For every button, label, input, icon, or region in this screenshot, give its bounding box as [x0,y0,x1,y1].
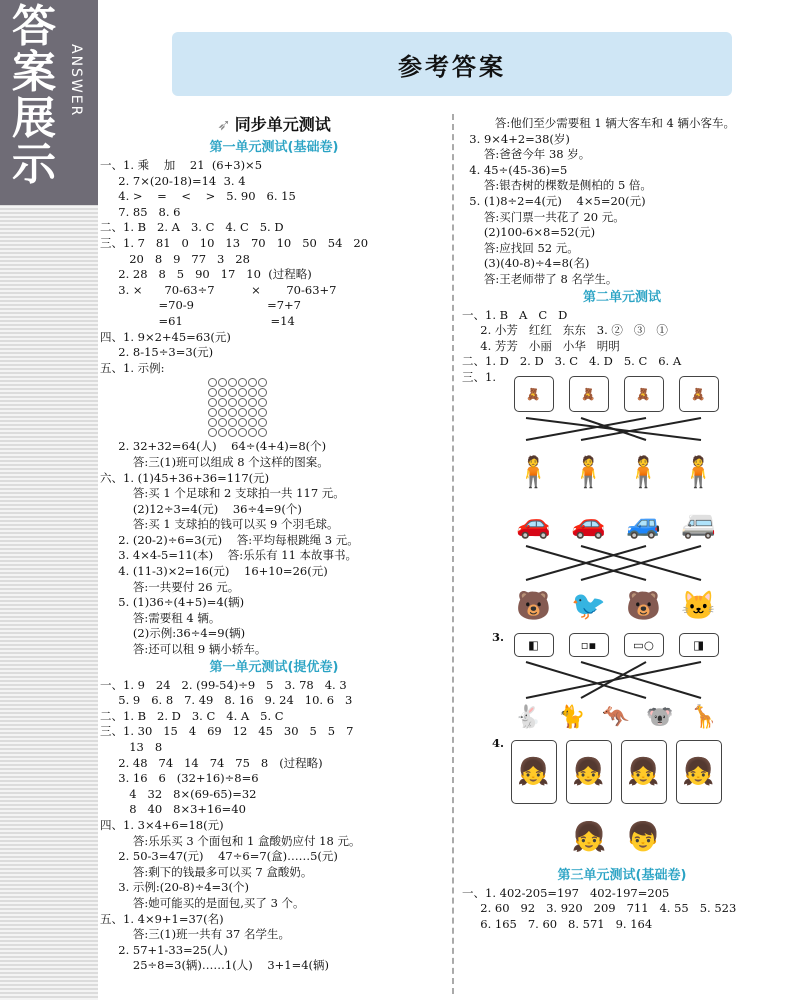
pattern-circle [248,408,257,417]
bear-toy-icon: 🧸 [569,376,609,412]
matching-lines [506,660,726,700]
pattern-circle [238,428,247,437]
answer-line: 5. (1)8÷2=4(元) 4×5=20(元) [462,193,646,208]
shape-card-icon: ◨ [679,633,719,657]
matching-lines [506,544,726,582]
q3-label: 3. [492,629,505,644]
side-char: 答 [12,1,56,52]
answer-line: 六、1. (1)45+36+36=117(元) [100,470,270,485]
answer-line: 三、1. 30 15 4 69 12 45 30 5 5 7 [100,724,354,739]
unit3-basic-answers [462,886,782,933]
answer-line: 13 8 [100,740,163,754]
circle-pattern [208,378,268,437]
answer-line: 答:乐乐买 3 个面包和 1 盒酸奶应付 18 元。 [100,833,361,848]
answer-line: 答:需要租 4 辆。 [100,610,221,625]
girl-portrait-icon: 👧 [621,740,667,804]
car-icon: 🚗 [571,507,606,540]
answer-line: 三、1. 7 81 0 10 13 70 10 50 54 20 [100,235,369,250]
pattern-circle [218,418,227,427]
q4-block [462,736,782,808]
pattern-circle [248,418,257,427]
answer-line: 3. 9×4+2=38(岁) [462,131,570,146]
pattern-circle [208,378,217,387]
car-icon: 🚗 [516,507,551,540]
bird-icon: 🐦 [571,589,606,622]
pattern-circle [218,428,227,437]
answer-line: 2. 28 8 5 90 17 10 (过程略) [100,267,312,282]
girl-portrait-icon: 👧 [566,740,612,804]
answer-line: 2. 7×(20-18)=14 3. 4 [100,173,246,188]
answer-line: 三、1. [462,369,496,384]
answer-line: 答:爸爸今年 38 岁。 [462,147,591,162]
continued-answers [462,116,782,288]
section-heading [100,112,448,138]
car-icon: 🚐 [681,507,716,540]
bear-toy-icon: 🧸 [624,376,664,412]
boy-figure-icon: 👦 [625,820,661,853]
unit1-advanced-title: 第一单元测试(提优卷) [209,659,339,675]
answer-line: 答:剩下的钱最多可以买 7 盒酸奶。 [100,864,313,879]
answer-line: 2. 48 74 14 74 75 8 (过程略) [100,755,323,770]
girls-row [506,736,726,808]
pattern-circle [248,378,257,387]
answer-line: 四、1. 9×2+45=63(元) [100,329,231,344]
answer-line: 二、1. B 2. D 3. C 4. A 5. C [100,708,284,723]
answer-line: 答:买 1 个足球和 2 支球拍一共 117 元。 [100,486,345,501]
kangaroo-icon: 🦘 [602,705,630,730]
answer-line: 答:他们至少需要租 1 辆大客车和 4 辆小客车。 [462,116,736,130]
answer-line: 4 32 8×(69-65)=32 [100,786,257,801]
children-row [506,442,726,504]
answer-line: 4. 芳芳 小丽 小华 明明 [462,338,620,353]
answer-line: 一、1. 9 24 2. (99-54)÷9 5 3. 78 4. 3 [100,677,347,692]
bear-toys-row [506,372,726,416]
answer-line: 答:三(1)班可以组成 8 个这样的图案。 [100,454,329,469]
animals-row [506,700,726,736]
pattern-circle [238,378,247,387]
answer-line: 2. 32+32=64(人) 64÷(4+4)=8(个) [100,439,327,454]
kids-row [506,808,726,866]
answer-line: 3. 4×4-5=11(本) 答:乐乐有 11 本故事书。 [100,548,358,563]
bear-icon: 🐻 [626,589,661,622]
answer-line: (2)12÷3=4(元) 36÷4=9(个) [100,501,302,516]
shape-card-icon: ◧ [514,633,554,657]
car-icon: 🚙 [626,507,661,540]
answer-line: 25÷8=3(辆)……1(人) 3+1=4(辆) [100,958,330,973]
answer-line: 二、1. D 2. D 3. C 4. D 5. C 6. A [462,354,682,369]
answer-line: 5. (1)36÷(4+5)=4(辆) [100,595,245,610]
answer-line: 2. 小芳 红红 东东 3. ② ③ ① [462,323,668,338]
child-figure-icon: 🧍 [569,455,608,490]
pattern-circle [228,428,237,437]
rocket-icon: ➶ [217,115,231,134]
pattern-circle [258,428,267,437]
pattern-circle [238,408,247,417]
pattern-circle [228,418,237,427]
answer-line: 答:一共要付 26 元。 [100,579,240,594]
answer-line: 4. (11-3)×2=16(元) 16+10=26(元) [100,564,328,579]
pattern-circle [208,428,217,437]
answer-line: 2. 50-3=47(元) 47÷6=7(盒)……5(元) [100,849,338,864]
child-figure-icon: 🧍 [624,455,663,490]
animal-toys-row [506,582,726,630]
answer-line: 答:还可以租 9 辆小轿车。 [100,642,267,657]
pattern-circle [248,398,257,407]
girl-figure-icon: 👧 [571,820,607,853]
answer-line: 3. 16 6 (32+16)÷8=6 [100,771,259,786]
left-column [100,112,448,974]
shape-cards-row [506,630,726,660]
answer-line: 3. × 70-63÷7 × 70-63+7 [100,282,337,297]
unit1-basic-part1 [100,158,448,376]
pattern-circle [228,388,237,397]
answer-line: 2. 8-15÷3=3(元) [100,345,214,360]
column-divider [452,114,454,994]
pattern-circle [228,408,237,417]
pattern-circle [208,398,217,407]
unit1-advanced-answers [100,678,448,974]
pattern-circle [218,388,227,397]
q3-block [462,630,782,660]
bear-icon: 🐻 [516,589,551,622]
answer-line: =61 =14 [100,313,295,328]
pattern-circle [208,388,217,397]
q4-label: 4. [492,735,505,750]
pattern-circle [208,408,217,417]
shape-card-icon: ▭○ [624,633,664,657]
pattern-circle [218,398,227,407]
answer-line: 答:三(1)班一共有 37 名学生。 [100,927,291,942]
answer-line: 答:买 1 支球拍的钱可以买 9 个羽毛球。 [100,517,339,532]
answer-line: 2. 57+1-33=25(人) [100,942,228,957]
rabbit-icon: 🐇 [514,705,542,730]
answer-line: 4. > = < > 5. 90 6. 15 [100,189,296,204]
answer-line: 6. 165 7. 60 8. 571 9. 164 [462,916,653,931]
side-title [12,1,62,190]
side-label-block [0,0,98,205]
side-char: 展 [12,93,56,144]
pattern-circle [218,378,227,387]
answer-line: 答:买门票一共花了 20 元。 [462,209,625,224]
answer-line: 4. 45÷(45-36)=5 [462,162,568,177]
right-column [462,116,782,932]
unit1-basic-part2 [100,439,448,657]
giraffe-icon: 🦒 [690,705,718,730]
pattern-circle [258,408,267,417]
cat-icon: 🐱 [681,589,716,622]
pattern-circle [238,418,247,427]
unit1-basic-title: 第一单元测试(基础卷) [209,140,339,155]
answer-line: 2. 60 92 3. 920 209 711 4. 55 5. 523 [462,901,737,916]
side-char: 示 [12,139,56,190]
answer-line: (2)示例:36÷4=9(辆) [100,626,246,641]
child-figure-icon: 🧍 [514,455,553,490]
answer-line: =70-9 =7+7 [100,298,301,313]
answer-line: (2)100-6×8=52(元) [462,225,596,240]
pattern-circle [228,378,237,387]
unit3-basic-title: 第三单元测试(基础卷) [557,867,687,883]
matching-lines [506,416,726,442]
answer-line: 一、1. 乘 加 21 (6+3)×5 [100,158,263,172]
cat-icon: 🐈 [558,705,586,730]
pattern-circle [218,408,227,417]
pattern-circle [248,428,257,437]
cars-row [506,504,726,544]
side-char: 案 [12,47,56,98]
answer-line: 答:应找回 52 元。 [462,240,579,255]
heading-text: 同步单元测试 [234,115,331,134]
answer-line: 8 40 8×3+16=40 [100,802,246,817]
side-english: ANSWER [68,44,84,118]
answer-line: 一、1. B A C D [462,307,568,322]
answer-line: 四、1. 3×4+6=18(元) [100,817,224,832]
answer-line: 20 8 9 77 3 28 [100,251,250,266]
pattern-circle [258,398,267,407]
answer-line: 答:王老师带了 8 名学生。 [462,271,618,286]
answer-line: 7. 85 8. 6 [100,204,181,219]
unit2-title: 第二单元测试 [582,289,661,305]
answer-line: 五、1. 4×9+1=37(名) [100,911,224,926]
pattern-circle [238,398,247,407]
answer-line: 五、1. 示例: [100,360,165,375]
girl-portrait-icon: 👧 [511,740,557,804]
page-title: 参考答案 [172,32,732,96]
answer-line: 2. (20-2)÷6=3(元) 答:平均每根跳绳 3 元。 [100,532,359,547]
pattern-circle [258,418,267,427]
pattern-circle [238,388,247,397]
child-figure-icon: 🧍 [679,455,718,490]
shape-card-icon: ▫▪ [569,633,609,657]
answer-line: 二、1. B 2. A 3. C 4. C 5. D [100,220,284,235]
pattern-circle [248,388,257,397]
bear-toy-icon: 🧸 [679,376,719,412]
koala-icon: 🐨 [646,705,674,730]
girl-portrait-icon: 👧 [676,740,722,804]
pattern-circle [208,418,217,427]
answer-line: 答:她可能买的是面包,买了 3 个。 [100,895,305,910]
pattern-circle [258,388,267,397]
bear-toy-icon: 🧸 [514,376,554,412]
pattern-circle [258,378,267,387]
answer-line: (3)(40-8)÷4=8(名) [462,256,590,271]
answer-line: 答:银杏树的棵数是侧柏的 5 倍。 [462,178,652,193]
answer-line: 一、1. 402-205=197 402-197=205 [462,885,670,900]
answer-line: 3. 示例:(20-8)÷4=3(个) [100,880,249,895]
pattern-circle [228,398,237,407]
answer-line: 5. 9 6. 8 7. 49 8. 16 9. 24 10. 6 3 [100,693,353,708]
